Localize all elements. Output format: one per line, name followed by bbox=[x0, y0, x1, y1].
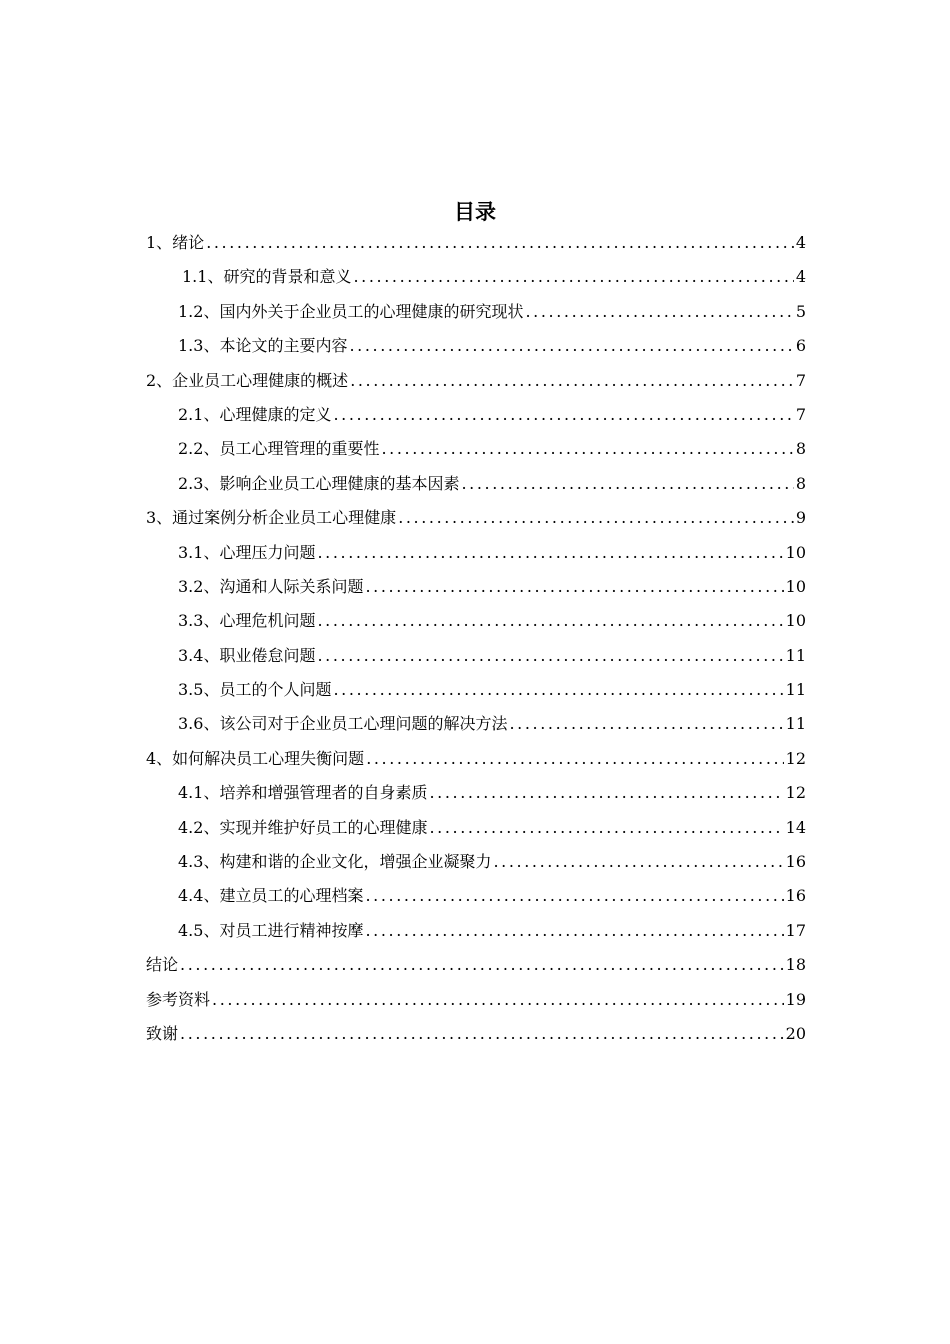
toc-entry[interactable] bbox=[146, 811, 806, 845]
toc-dot-leader bbox=[317, 604, 783, 638]
toc-dot-leader bbox=[180, 948, 784, 982]
toc-dot-leader bbox=[353, 260, 793, 294]
toc-entry[interactable] bbox=[146, 983, 806, 1017]
toc-dot-leader bbox=[349, 329, 793, 363]
toc-entry[interactable] bbox=[146, 536, 806, 570]
toc-dot-leader bbox=[333, 673, 783, 707]
toc-entry-page-number: 8 bbox=[795, 473, 806, 493]
toc-dot-leader bbox=[317, 536, 783, 570]
toc-entry-label: 3.3、心理危机问题 bbox=[178, 611, 316, 631]
toc-entry-page-number: 16 bbox=[785, 852, 806, 872]
toc-entry[interactable] bbox=[146, 295, 806, 329]
toc-dot-leader bbox=[212, 983, 784, 1017]
toc-dot-leader bbox=[429, 776, 783, 810]
toc-list bbox=[146, 226, 806, 1051]
toc-entry-label: 结论 bbox=[146, 955, 179, 975]
toc-dot-leader bbox=[398, 501, 794, 535]
toc-entry-label: 3.5、员工的个人问题 bbox=[178, 680, 332, 700]
toc-entry-label: 1、绪论 bbox=[146, 233, 205, 252]
toc-title: 目录 bbox=[454, 200, 496, 224]
toc-entry-label: 2.1、心理健康的定义 bbox=[178, 404, 332, 424]
toc-dot-leader bbox=[365, 570, 783, 604]
toc-entry[interactable] bbox=[146, 501, 806, 535]
toc-dot-leader bbox=[366, 742, 783, 776]
toc-entry[interactable] bbox=[146, 673, 806, 707]
toc-entry-label: 4.3、构建和谐的企业文化，增强企业凝聚力 bbox=[178, 852, 492, 872]
toc-entry-label: 4.4、建立员工的心理档案 bbox=[178, 886, 364, 906]
toc-entry-label: 2.3、影响企业员工心理健康的基本因素 bbox=[178, 473, 460, 493]
toc-entry-label: 4.1、培养和增强管理者的自身素质 bbox=[178, 783, 428, 803]
toc-entry-page-number: 18 bbox=[785, 955, 806, 975]
toc-entry-label: 4、如何解决员工心理失衡问题 bbox=[146, 748, 365, 768]
toc-dot-leader bbox=[333, 398, 793, 432]
toc-entry[interactable] bbox=[146, 742, 806, 776]
toc-dot-leader bbox=[365, 879, 783, 913]
toc-entry-page-number: 17 bbox=[785, 920, 806, 940]
toc-entry-label: 4.5、对员工进行精神按摩 bbox=[178, 920, 364, 940]
toc-entry[interactable] bbox=[146, 364, 806, 398]
toc-entry[interactable] bbox=[146, 776, 806, 810]
toc-dot-leader bbox=[180, 1017, 784, 1051]
toc-entry-label: 3.4、职业倦怠问题 bbox=[178, 645, 316, 665]
toc-entry[interactable] bbox=[146, 604, 806, 638]
toc-dot-leader bbox=[381, 432, 793, 466]
toc-entry-page-number: 12 bbox=[785, 748, 806, 768]
toc-dot-leader bbox=[206, 226, 794, 260]
toc-entry-page-number: 10 bbox=[785, 542, 806, 562]
toc-entry-label: 致谢 bbox=[146, 1023, 179, 1043]
toc-entry-label: 4.2、实现并维护好员工的心理健康 bbox=[178, 817, 428, 837]
toc-entry-label: 参考资料 bbox=[146, 989, 211, 1009]
toc-entry[interactable] bbox=[146, 398, 806, 432]
toc-entry-label: 1.1、研究的背景和意义 bbox=[182, 267, 352, 287]
toc-entry[interactable] bbox=[146, 948, 806, 982]
toc-dot-leader bbox=[429, 811, 783, 845]
toc-entry-label: 3、通过案例分析企业员工心理健康 bbox=[146, 508, 397, 528]
toc-entry[interactable] bbox=[146, 570, 806, 604]
toc-entry[interactable] bbox=[146, 845, 806, 879]
toc-entry[interactable] bbox=[146, 329, 806, 363]
toc-entry-page-number: 16 bbox=[785, 886, 806, 906]
toc-entry-page-number: 20 bbox=[785, 1023, 806, 1043]
toc-entry-label: 1.3、本论文的主要内容 bbox=[178, 336, 348, 356]
toc-entry-page-number: 4 bbox=[795, 233, 806, 252]
toc-dot-leader bbox=[493, 845, 783, 879]
toc-entry-page-number: 6 bbox=[795, 336, 806, 356]
toc-entry-page-number: 9 bbox=[795, 508, 806, 528]
toc-entry-page-number: 7 bbox=[795, 370, 806, 390]
toc-dot-leader bbox=[350, 364, 794, 398]
toc-dot-leader bbox=[317, 639, 783, 673]
toc-entry-page-number: 11 bbox=[785, 714, 806, 734]
toc-dot-leader bbox=[525, 295, 793, 329]
toc-entry-page-number: 4 bbox=[795, 267, 806, 287]
toc-entry[interactable] bbox=[146, 879, 806, 913]
toc-entry-page-number: 12 bbox=[785, 783, 806, 803]
toc-entry-page-number: 7 bbox=[795, 404, 806, 424]
toc-entry-page-number: 11 bbox=[785, 645, 806, 665]
toc-entry-page-number: 11 bbox=[785, 680, 806, 700]
toc-entry[interactable] bbox=[146, 639, 806, 673]
toc-entry[interactable] bbox=[146, 432, 806, 466]
toc-dot-leader bbox=[461, 467, 793, 501]
toc-entry-page-number: 8 bbox=[795, 439, 806, 459]
toc-entry-label: 1.2、国内外关于企业员工的心理健康的研究现状 bbox=[178, 301, 524, 321]
toc-entry[interactable] bbox=[146, 1017, 806, 1051]
toc-entry[interactable] bbox=[146, 467, 806, 501]
toc-entry-page-number: 14 bbox=[785, 817, 806, 837]
toc-entry-page-number: 5 bbox=[795, 301, 806, 321]
toc-dot-leader bbox=[365, 914, 783, 948]
toc-entry-page-number: 10 bbox=[785, 611, 806, 631]
toc-entry[interactable] bbox=[146, 260, 806, 294]
toc-entry[interactable] bbox=[146, 914, 806, 948]
toc-entry-label: 3.1、心理压力问题 bbox=[178, 542, 316, 562]
toc-entry-label: 2、企业员工心理健康的概述 bbox=[146, 370, 349, 390]
toc-entry-label: 2.2、员工心理管理的重要性 bbox=[178, 439, 380, 459]
toc-dot-leader bbox=[509, 707, 783, 741]
toc-entry-label: 3.6、该公司对于企业员工心理问题的解决方法 bbox=[178, 714, 508, 734]
toc-entry-page-number: 10 bbox=[785, 576, 806, 596]
toc-entry-label: 3.2、沟通和人际关系问题 bbox=[178, 576, 364, 596]
toc-entry[interactable] bbox=[146, 707, 806, 741]
toc-entry[interactable] bbox=[146, 226, 806, 260]
toc-entry-page-number: 19 bbox=[785, 989, 806, 1009]
